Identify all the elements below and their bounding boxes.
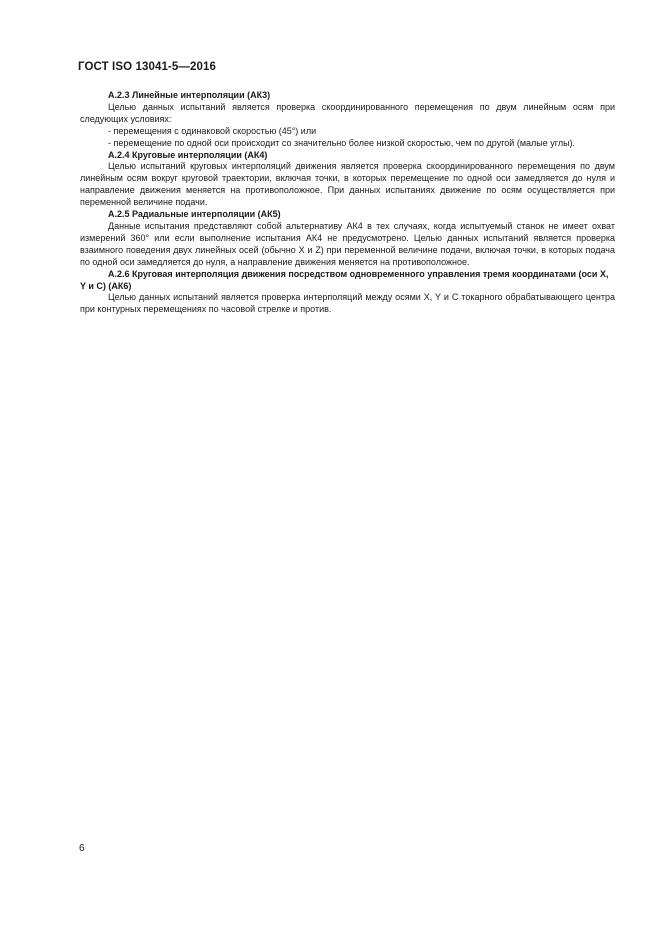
list-item: - перемещение по одной оси происходит со значительно более низкой скоростью, чем по другой (малые углы). [108,137,576,148]
document-body [80,90,615,316]
section-title-a23: А.2.3 Линейные интерполяции (АК3) [108,90,271,100]
section-title-a26: А.2.6 Круговая интерполяция движения посредством одновременного управления тремя координатами (оси X, Y и C) (АК6) [80,268,609,291]
section-text-a24: Целью испытаний круговых интерполяций движения является проверка скоординированного перемещения по двум линейным осям вокруг круговой траектории, включая точки, в которых перемещение по одной оси замедляется до нуля и направление движения меняется на противоположное. При данных испытаниях движение по осям осуществляется при переменной величине подачи. [80,161,615,208]
section-text-a26: Целью данных испытаний является проверка интерполяций между осями X, Y и C токарного обрабатывающего центра при контурных перемещениях по часовой стрелке и против. [80,292,615,315]
section-title-a25: А.2.5 Радиальные интерполяции (АК5) [108,209,281,220]
list-item: - перемещения с одинаковой скоростью (45°) или [108,125,317,136]
page-number: 6 [79,843,85,854]
section-text-a23: Целью данных испытаний является проверка скоординированного перемещения по двум линейным осям при следующих условиях: [80,101,615,124]
section-text-a25: Данные испытания представляют собой альтернативу АК4 в тех случаях, когда испытуемый станок не имеет охват измерений 360° или если выполнение испытания АК4 не предусмотрено. Целью данных испытаний является проверка взаимного поведения двух линейных осей (обычно X и Z) при переменной величине подачи, включая точки, в которых подача по одной оси замедляется до нуля, а направление движения меняется на противоположное. [80,220,615,267]
document-header: ГОСТ ISO 13041-5—2016 [78,61,216,73]
section-title-a24: А.2.4 Круговые интерполяции (АК4) [108,149,268,160]
